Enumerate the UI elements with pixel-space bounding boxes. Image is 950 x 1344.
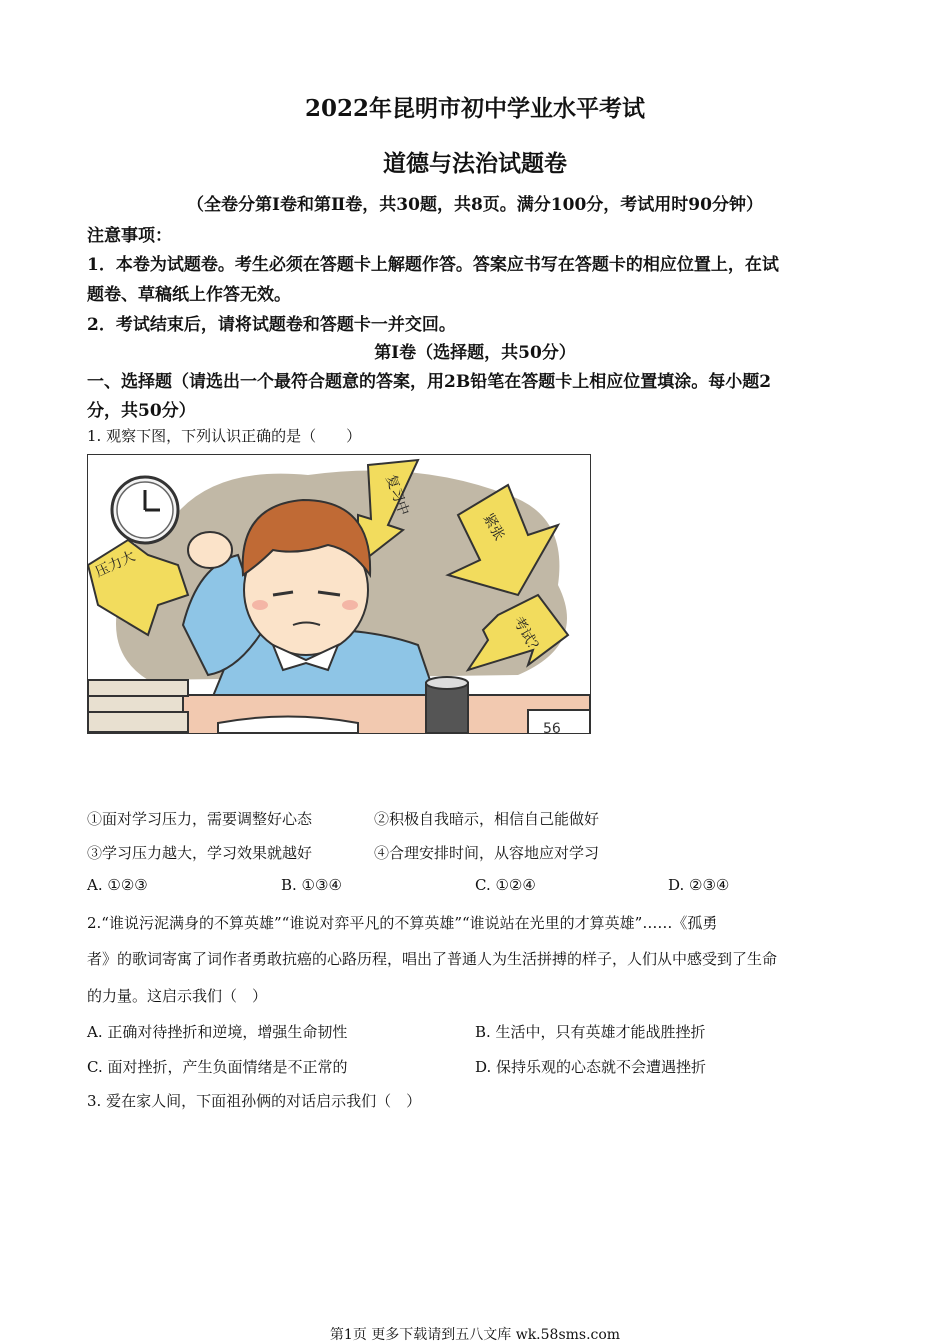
exam-title: 2022年昆明市初中学业水平考试 — [304, 95, 645, 122]
notice-item-1-line-1: 1．本卷为试题卷。考生必须在答题卡上解题作答。答案应书写在答题卡的相应位置上，在试 — [87, 255, 779, 275]
glass-icon — [426, 677, 468, 733]
q2-option-b: B. 生活中，只有英雄才能战胜挫折 — [475, 1023, 706, 1041]
q1-statement-4: ④合理安排时间，从容地应对学习 — [374, 844, 600, 862]
q1-statement-3: ③学习压力越大，学习效果就越好 — [87, 844, 313, 862]
question-2-line-1: 2.“谁说污泥满身的不算英雄”“谁说对弈平凡的不算英雄”“谁说站在光里的才算英雄”……《孤勇 — [87, 914, 718, 932]
stressed-student-illustration — [88, 455, 590, 733]
notice-item-2: 2．考试结束后，请将试题卷和答题卡一并交回。 — [87, 315, 456, 335]
arrow-word-review: 复习中 — [382, 472, 412, 518]
volume-1-heading: 第Ⅰ卷（选择题，共50分） — [374, 343, 576, 363]
question-2-line-2: 者》的歌词寄寓了词作者勇敢抗癌的心路历程，唱出了普通人为生活拼搏的样子，人们从中感受到了生命 — [87, 950, 778, 968]
question-3-stem: 3. 爱在家人间，下面祖孙俩的对话启示我们（ ） — [87, 1092, 422, 1110]
q2-option-a: A. 正确对待挫折和逆境，增强生命韧性 — [87, 1023, 348, 1041]
q1-option-b: B. ①③④ — [281, 876, 342, 894]
q2-option-d: D. 保持乐观的心态就不会遭遇挫折 — [475, 1058, 707, 1076]
question-1-illustration — [87, 454, 591, 734]
page-footer: 第1页 更多下载请到五八文库 wk.58sms.com — [329, 1327, 621, 1343]
clock-icon — [112, 477, 178, 543]
q1-option-a: A. ①②③ — [87, 876, 148, 894]
calendar-text: 56 — [543, 721, 561, 733]
arrow-word-nervous: 紧张 — [479, 511, 508, 544]
arrow-word-pressure: 压力大 — [92, 548, 138, 581]
arrow-word-exam: 考试？ — [509, 614, 545, 659]
question-2-line-3: 的力量。这启示我们（ ） — [87, 987, 268, 1005]
exam-info: （全卷分第Ⅰ卷和第Ⅱ卷，共30题，共8页。满分100分，考试用时90分钟） — [187, 195, 763, 215]
q1-option-c: C. ①②④ — [475, 876, 536, 894]
notice-item-1-line-2: 题卷、草稿纸上作答无效。 — [87, 285, 291, 305]
section-1-instructions-line-2: 分，共50分） — [87, 401, 196, 421]
q1-option-d: D. ②③④ — [668, 876, 730, 894]
q2-option-c: C. 面对挫折，产生负面情绪是不正常的 — [87, 1058, 348, 1076]
section-1-instructions-line-1: 一、选择题（请选出一个最符合题意的答案，用2B铅笔在答题卡上相应位置填涂。每小题2 — [87, 372, 772, 392]
notice-heading: 注意事项： — [87, 226, 172, 246]
calendar-icon — [528, 710, 590, 733]
question-1-stem: 1. 观察下图，下列认识正确的是（ ） — [87, 427, 362, 445]
q1-statement-2: ②积极自我暗示，相信自己能做好 — [374, 810, 600, 828]
q1-statement-1: ①面对学习压力，需要调整好心态 — [87, 810, 313, 828]
exam-subtitle: 道德与法治试题卷 — [383, 150, 567, 177]
